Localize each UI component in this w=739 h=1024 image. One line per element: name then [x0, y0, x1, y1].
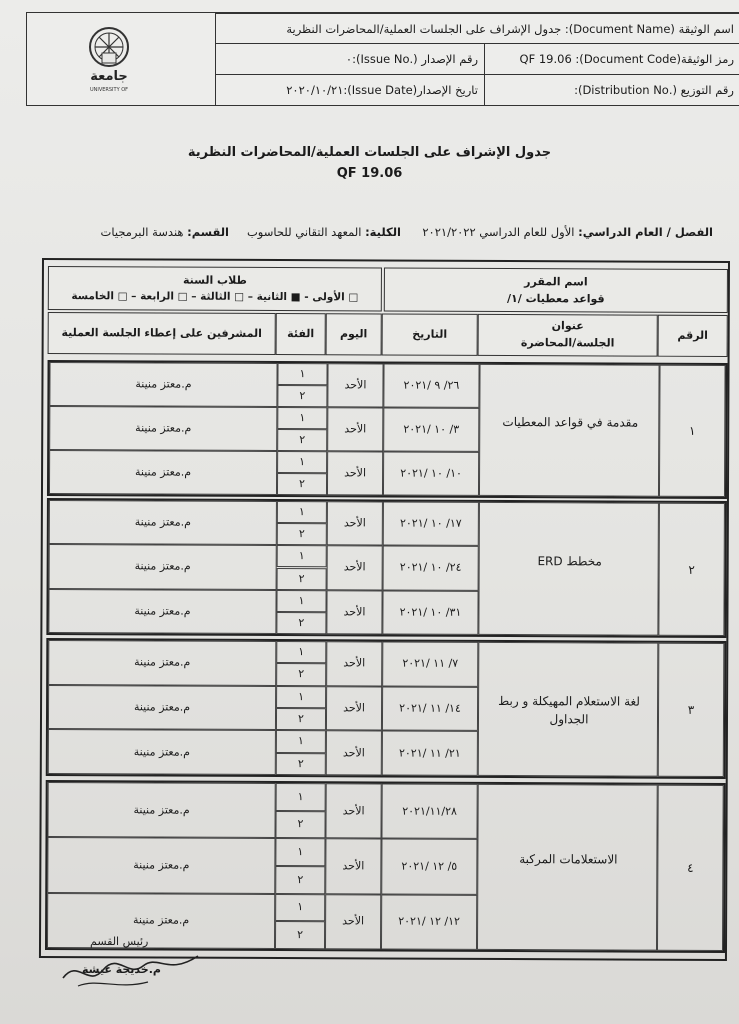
group-number: ٢ [688, 562, 695, 577]
group-1 [277, 407, 327, 429]
group-1-text: ١ [299, 455, 306, 469]
session-supervisor [49, 406, 277, 451]
col-supervisors-header: المشرفين على إعطاء الجلسة العملية [48, 312, 276, 355]
department-info [101, 225, 229, 239]
group-1-text: ١ [298, 689, 305, 703]
group-2-text: ٢ [297, 928, 304, 942]
session-day [326, 641, 382, 686]
distribution-no: رقم التوزيع (.Distribution No): [574, 83, 734, 97]
session-date-text: ٧/ ١١ /٢٠٢١ [402, 656, 459, 671]
students-label: طلاب السنة [182, 273, 247, 287]
page-title: جدول الإشراف على الجلسات العملية/المحاضرات النظرية [187, 145, 552, 160]
session-date [382, 641, 478, 686]
group-2 [276, 663, 326, 686]
session-date [381, 839, 477, 895]
session-date-text: ١٧/ ١٠ /٢٠٢١ [399, 516, 462, 530]
header-row-dates [215, 74, 739, 105]
college-label: الكلية: [365, 225, 401, 239]
group-2 [277, 429, 327, 451]
col-num-header: الرقم [658, 315, 728, 357]
logo-text: جامعة [90, 69, 128, 84]
header-row-document-name [215, 13, 739, 44]
session-date-text: ٣١/ ١٠ /٢٠٢١ [399, 605, 462, 619]
group-1-text: ١ [298, 505, 305, 519]
logo-cell [27, 13, 216, 105]
group-2 [275, 811, 325, 839]
group-1-text: ١ [297, 845, 304, 859]
group-number-cell [658, 643, 725, 777]
session-day [326, 590, 382, 635]
col-group-header: الفئة [276, 313, 326, 355]
session-day-text: الأحد [342, 859, 365, 873]
session-date-text: ٢٦/ ٩ /٢٠٢١ [403, 378, 460, 392]
session-date [382, 731, 478, 776]
session-group [46, 498, 727, 638]
session-supervisor-text: م.معتز منينة [133, 858, 190, 872]
session-day-text: الأحد [343, 605, 366, 619]
header-row-codes [215, 43, 739, 74]
session-date [383, 363, 479, 407]
group-2 [276, 708, 326, 731]
group-number-cell [657, 785, 724, 951]
session-date-text: ١٢/ ١٢ /٢٠٢١ [398, 914, 460, 929]
session-supervisor [48, 729, 276, 775]
session-date [381, 894, 477, 950]
session-group [47, 360, 728, 499]
group-1-text: ١ [298, 549, 305, 563]
group-2 [277, 385, 327, 407]
session-supervisor-text: م.معتز منينة [134, 465, 192, 479]
session-supervisor-text: م.معتز منينة [134, 515, 191, 529]
department-label: القسم: [187, 225, 229, 239]
group-2-text: ٢ [298, 571, 305, 585]
session-date-text: ٣/ ١٠ /٢٠٢١ [403, 422, 460, 436]
group-1-text: ١ [299, 367, 306, 381]
years-options: □ الأولى - ■ الثانية – □ الثالثة – □ الرابعة – □ الخامسة [71, 290, 359, 304]
session-group [45, 780, 726, 953]
group-2 [277, 523, 327, 545]
issue-date: تاريخ الإصدار(Issue Date):٢٠٢٠/١٠/٢١ [215, 75, 485, 105]
session-title-cell [479, 364, 660, 497]
session-date [383, 501, 479, 546]
group-number: ٣ [687, 702, 695, 717]
group-1-text: ١ [298, 593, 305, 607]
group-1 [275, 838, 325, 866]
group-1 [276, 783, 326, 811]
session-date [381, 783, 477, 839]
head-label: رئيس القسم [90, 935, 149, 948]
session-title: الاستعلامات المركبة [519, 852, 618, 867]
session-date [382, 686, 478, 731]
group-1-text: ١ [297, 900, 304, 914]
session-day [326, 731, 382, 776]
group-1 [277, 451, 327, 473]
college-value: المعهد التقاني للحاسوب [246, 225, 362, 239]
session-date-text: ٢٠٢١/١١/٢٨ [402, 804, 457, 818]
session-supervisor [49, 450, 277, 495]
group-2 [276, 753, 326, 776]
group-number: ٤ [687, 860, 694, 875]
semester-info [422, 225, 713, 239]
form-code: QF 19.06 [336, 166, 403, 181]
group-2 [276, 612, 326, 634]
session-date-text: ٥/ ١٢ /٢٠٢١ [401, 859, 458, 873]
group-1-text: ١ [297, 789, 304, 803]
group-1 [276, 686, 326, 709]
session-supervisor [47, 837, 275, 893]
session-supervisor-text: م.معتز منينة [133, 803, 190, 817]
group-2-text: ٢ [298, 667, 305, 681]
session-day-text: الأحد [344, 422, 367, 436]
semester-label: الفصل / العام الدراسي: [578, 225, 713, 239]
group-1-text: ١ [298, 645, 305, 659]
session-title: لغة الاستعلام المهيكلة و ربط الجداول [498, 693, 641, 727]
session-title-cell [478, 502, 659, 636]
document-name: اسم الوثيقة (Document Name): جدول الإشراف على الجلسات العملية/المحاضرات النظرية [286, 22, 734, 36]
session-day [325, 839, 381, 895]
group-2 [277, 568, 327, 590]
session-supervisor [49, 544, 277, 589]
group-2 [277, 473, 327, 495]
group-1 [276, 641, 326, 664]
session-supervisor [48, 640, 276, 686]
department-value: هندسة البرمجيات [100, 225, 184, 239]
course-header [384, 267, 728, 313]
session-day-text: الأحد [343, 516, 366, 530]
session-date [383, 407, 479, 451]
group-1 [277, 363, 327, 385]
group-1 [277, 501, 327, 523]
col-title-header: عنوان الجلسة/المحاضرة [478, 314, 658, 357]
session-day [325, 894, 381, 950]
session-group [46, 638, 727, 779]
session-day-text: الأحد [342, 803, 365, 818]
session-day [327, 407, 383, 451]
session-day [327, 546, 383, 591]
document-header [26, 12, 739, 106]
group-number-cell [658, 503, 725, 636]
session-supervisor-text: م.معتز منينة [134, 604, 191, 618]
session-date-text: ٢٤/ ١٠ /٢٠٢١ [399, 561, 462, 575]
group-1 [276, 590, 326, 612]
students-header [48, 266, 382, 311]
session-supervisor [48, 589, 276, 634]
session-day-text: الأحد [343, 560, 366, 574]
supervision-table [39, 258, 730, 961]
session-supervisor [47, 782, 275, 838]
group-2-text: ٢ [297, 817, 304, 831]
group-2-text: ٢ [297, 872, 304, 886]
session-title: مقدمة في قواعد المعطيات [502, 415, 639, 430]
group-2-text: ٢ [299, 433, 306, 447]
session-supervisor [48, 685, 276, 731]
session-supervisor [49, 500, 277, 545]
session-date [383, 546, 479, 591]
group-1 [277, 545, 327, 567]
session-date-text: ٢١/ ١١ /٢٠٢١ [398, 746, 461, 760]
group-2-text: ٢ [299, 389, 306, 403]
session-day-text: الأحد [344, 378, 367, 392]
col-day-header: اليوم [326, 313, 382, 355]
group-2-text: ٢ [298, 527, 305, 541]
group-2-text: ٢ [297, 756, 304, 770]
session-date [383, 451, 479, 495]
session-supervisor-text: م.معتز منينة [134, 559, 191, 574]
group-number-cell [659, 365, 726, 497]
session-supervisor-text: م.معتز منينة [133, 745, 190, 759]
session-supervisor-text: م.معتز منينة [135, 421, 192, 435]
session-day [327, 501, 383, 546]
session-supervisor-text: م.معتز منينة [135, 377, 192, 391]
group-1-text: ١ [299, 411, 306, 425]
session-supervisor [47, 893, 275, 949]
course-label: اسم المقرر [524, 275, 588, 289]
col-date-header: التاريخ [382, 313, 478, 355]
group-2-text: ٢ [299, 477, 306, 491]
session-day [327, 363, 383, 407]
session-supervisor-text: م.معتز منينة [133, 913, 190, 927]
session-date-text: ١٤/ ١١ /٢٠٢١ [399, 701, 461, 715]
document-code: رمز الوثيقة(Document Code): QF 19.06 [519, 52, 734, 66]
group-2-text: ٢ [298, 712, 304, 726]
handwritten-signature [58, 948, 208, 998]
session-supervisor-text: م.معتز منينة [134, 655, 191, 669]
session-day-text: الأحد [342, 914, 365, 928]
semester-value: الأول للعام الدراسي ٢٠٢١/٢٠٢٢ [422, 225, 575, 239]
session-title-cell [477, 784, 658, 951]
session-title-cell [478, 642, 659, 777]
session-day-text: الأحد [342, 745, 365, 760]
group-1 [275, 894, 325, 922]
course-value: قواعد معطيات /١/ [507, 292, 605, 306]
logo-subtext: UNIVERSITY OF [89, 87, 129, 93]
group-2-text: ٢ [298, 616, 305, 630]
session-title: مخطط ERD [537, 553, 602, 568]
group-number: ١ [688, 423, 696, 438]
session-supervisor [49, 362, 277, 407]
session-day [326, 686, 382, 731]
session-day [325, 783, 381, 839]
issue-no: رقم الإصدار (.Issue No):٠ [215, 44, 485, 74]
session-day-text: الأحد [343, 656, 366, 670]
head-name: م.خديجة غيشة [82, 963, 161, 976]
college-info [247, 225, 401, 239]
session-date [382, 590, 478, 635]
session-day [327, 451, 383, 495]
session-supervisor-text: م.معتز منينة [133, 700, 191, 714]
session-day-text: الأحد [344, 466, 367, 480]
group-2 [275, 866, 325, 894]
session-day-text: الأحد [343, 701, 366, 715]
session-date-text: ١٠/ ١٠ /٢٠٢١ [400, 466, 462, 480]
group-2 [275, 921, 325, 949]
group-1 [276, 730, 326, 753]
group-1-text: ١ [297, 734, 304, 748]
